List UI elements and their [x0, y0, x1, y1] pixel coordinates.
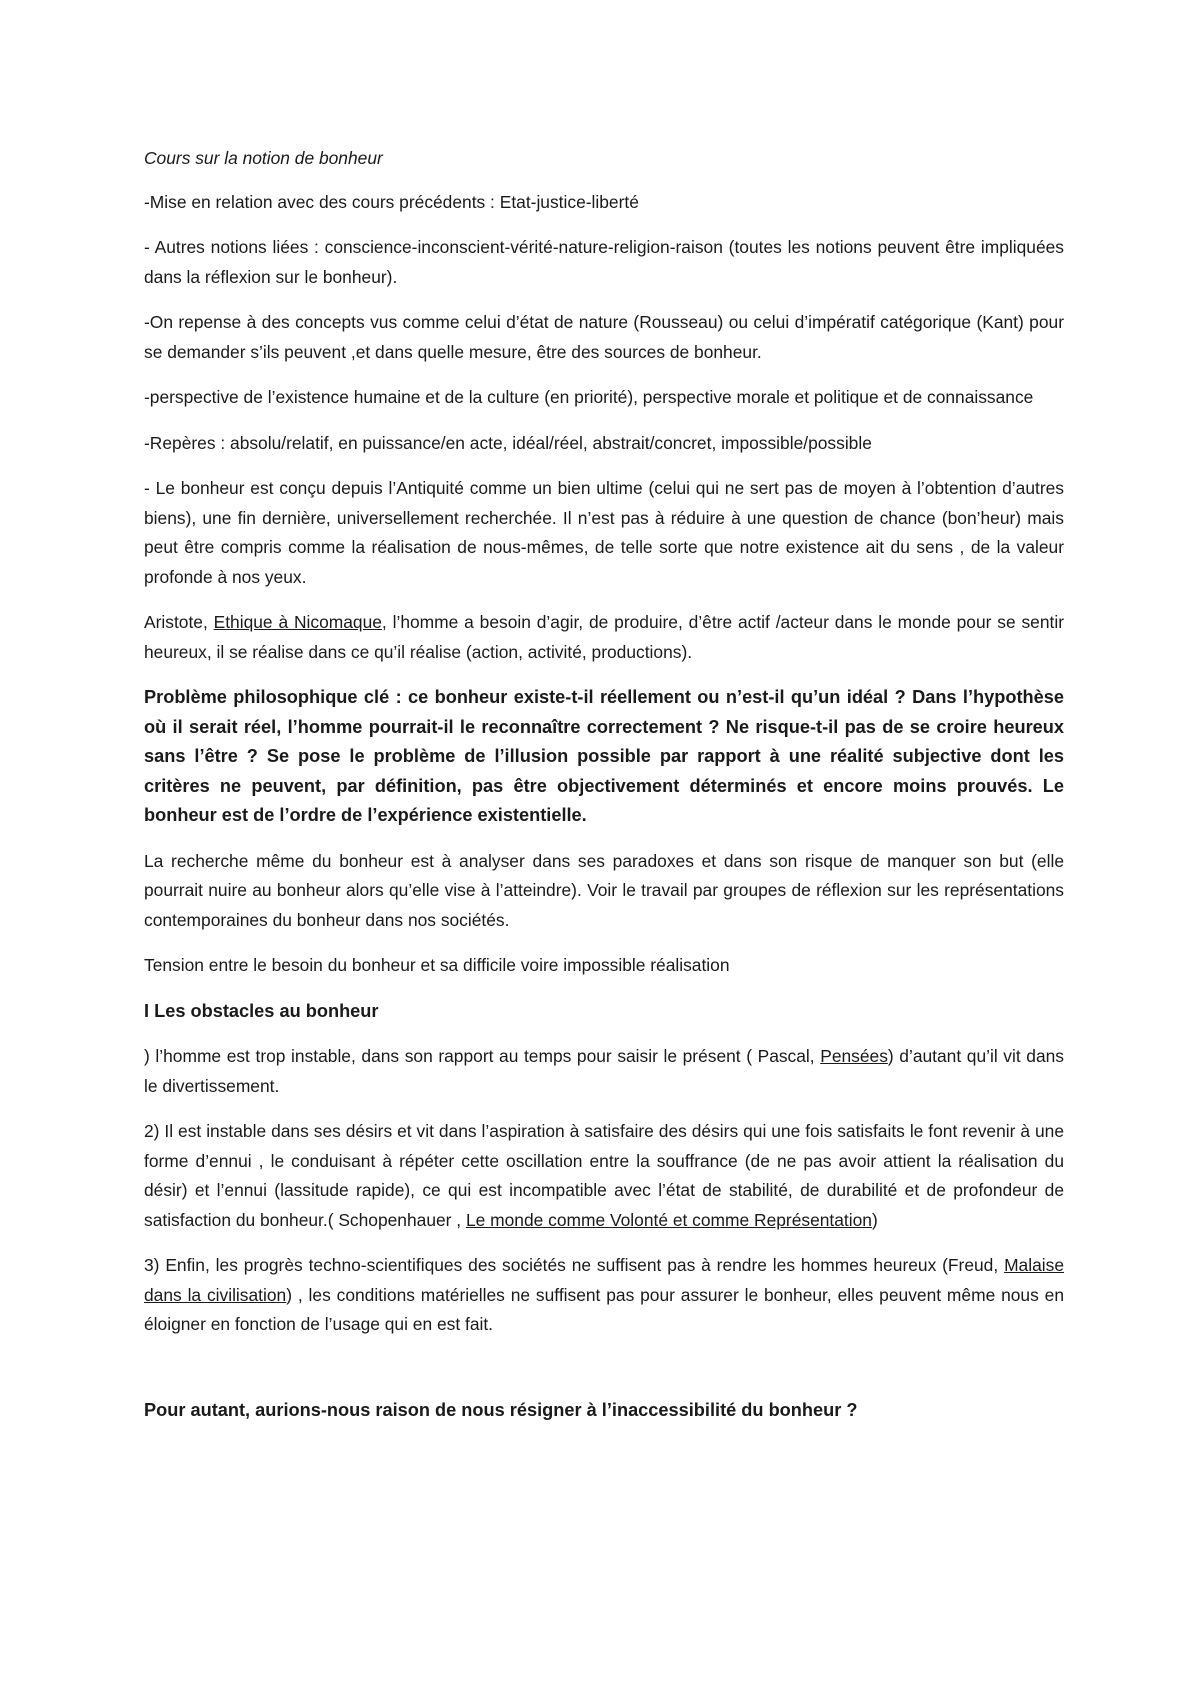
- item1-text-before: ) l’homme est trop instable, dans son rapport au temps pour saisir le présent ( Pascal,: [144, 1046, 821, 1066]
- item2-text-after: ): [871, 1209, 878, 1230]
- aristote-text-before: Aristote,: [144, 612, 214, 632]
- paragraph-recherche: La recherche même du bonheur est à analyser dans ses paradoxes et dans son risque de manquer son but (elle pourrait nuire au bonheur alors qu’elle vise à l’atteindre). Voir le travail par groupes de réflexion sur les représentations contemporaines du bonheur dans nos sociétés.: [144, 850, 1064, 930]
- paragraph-concepts: -On repense à des concepts vus comme celui d’état de nature (Rousseau) ou celui d’impératif catégorique (Kant) pour se demander s’ils peuvent ,et dans quelle mesure, être des sources de bonheur.: [144, 312, 1064, 362]
- closing-question: Pour autant, aurions-nous raison de nous résigner à l’inaccessibilité du bonheur ?: [144, 1399, 858, 1420]
- paragraph-aristote: [144, 608, 1064, 667]
- item3-text-after: ) , les conditions matérielles ne suffisent pas pour assurer le bonheur, elles peuvent même nous en éloigner en fonction de l’usage qui en est fait.: [144, 1284, 1065, 1334]
- item1-text-after: ) d’autant qu’il vit dans le divertissement.: [144, 1046, 1064, 1096]
- work-title-ethique: Ethique à Nicomaque: [213, 612, 382, 632]
- list-item-3: [144, 1251, 1064, 1340]
- document-title: Cours sur la notion de bonheur: [144, 148, 383, 168]
- work-title-pensees: Pensées: [820, 1046, 888, 1066]
- aristote-text-after: , l’homme a besoin d’agir, de produire, d’être actif /acteur dans le monde pour se sentir heureux, il se réalise dans ce qu’il réalise (action, activité, productions).: [144, 612, 1064, 662]
- item3-text-before: 3) Enfin, les progrès techno-scientifiques des sociétés ne suffisent pas à rendre les hommes heureux (Freud,: [144, 1255, 1005, 1275]
- paragraph-related-courses: -Mise en relation avec des cours précédents : Etat-justice-liberté: [144, 191, 639, 212]
- work-title-le-monde: Le monde comme Volonté et comme Représentation: [465, 1209, 872, 1230]
- paragraph-definition: - Le bonheur est conçu depuis l’Antiquité comme un bien ultime (celui qui ne sert pas de moyen à l’obtention d’autres biens), une fin dernière, universellement recherchée. Il n’est pas à réduire à une question de chance (bon’heur) mais peut être compris comme la réalisation de nous-mêmes, de telle sorte que notre existence ait du sens , de la valeur profonde à nos yeux.: [144, 478, 1064, 587]
- item2-text-before: 2) Il est instable dans ses désirs et vit dans l’aspiration à satisfaire des désirs qui une fois satisfaits le font revenir à une forme d’ennui , le conduisant à répéter cette oscillation entre la souffrance (de ne pas avoir attient la réalisation du désir) et l’ennui (lassitude rapide), ce qui est incompatible avec l’état de stabilité, de durabilité et de profondeur de satisfaction du bonheur.( Schopenhauer ,: [144, 1121, 1064, 1230]
- paragraph-perspectives: -perspective de l’existence humaine et de la culture (en priorité), perspective morale et politique et de connaissance: [144, 387, 1034, 407]
- paragraph-probleme: Problème philosophique clé : ce bonheur existe-t-il réellement ou n’est-il qu’un idéal ? Dans l’hypothèse où il serait réel, l’homme pourrait-il le reconnaître correctement ? Ne risque-t-il pas de se croire heureux sans l’être ? Se pose le problème de l’illusion possible par rapport à une réalité subjective dont les critères ne peuvent, par définition, pas être objectivement déterminés et encore moins prouvés. Le bonheur est de l’ordre de l’expérience existentielle.: [144, 687, 1064, 825]
- section-heading: I Les obstacles au bonheur: [144, 1000, 379, 1021]
- paragraph-related-notions: - Autres notions liées : conscience-inconscient-vérité-nature-religion-raison (toutes les notions peuvent être impliquées dans la réflexion sur le bonheur).: [144, 237, 1064, 287]
- paragraph-reperes: -Repères : absolu/relatif, en puissance/en acte, idéal/réel, abstrait/concret, impossible/possible: [144, 432, 872, 453]
- list-item-2: [144, 1117, 1064, 1235]
- paragraph-tension: Tension entre le besoin du bonheur et sa difficile voire impossible réalisation: [144, 955, 730, 975]
- work-title-malaise: Malaise dans la civilisation: [144, 1255, 1064, 1305]
- list-item-1: [144, 1042, 1064, 1101]
